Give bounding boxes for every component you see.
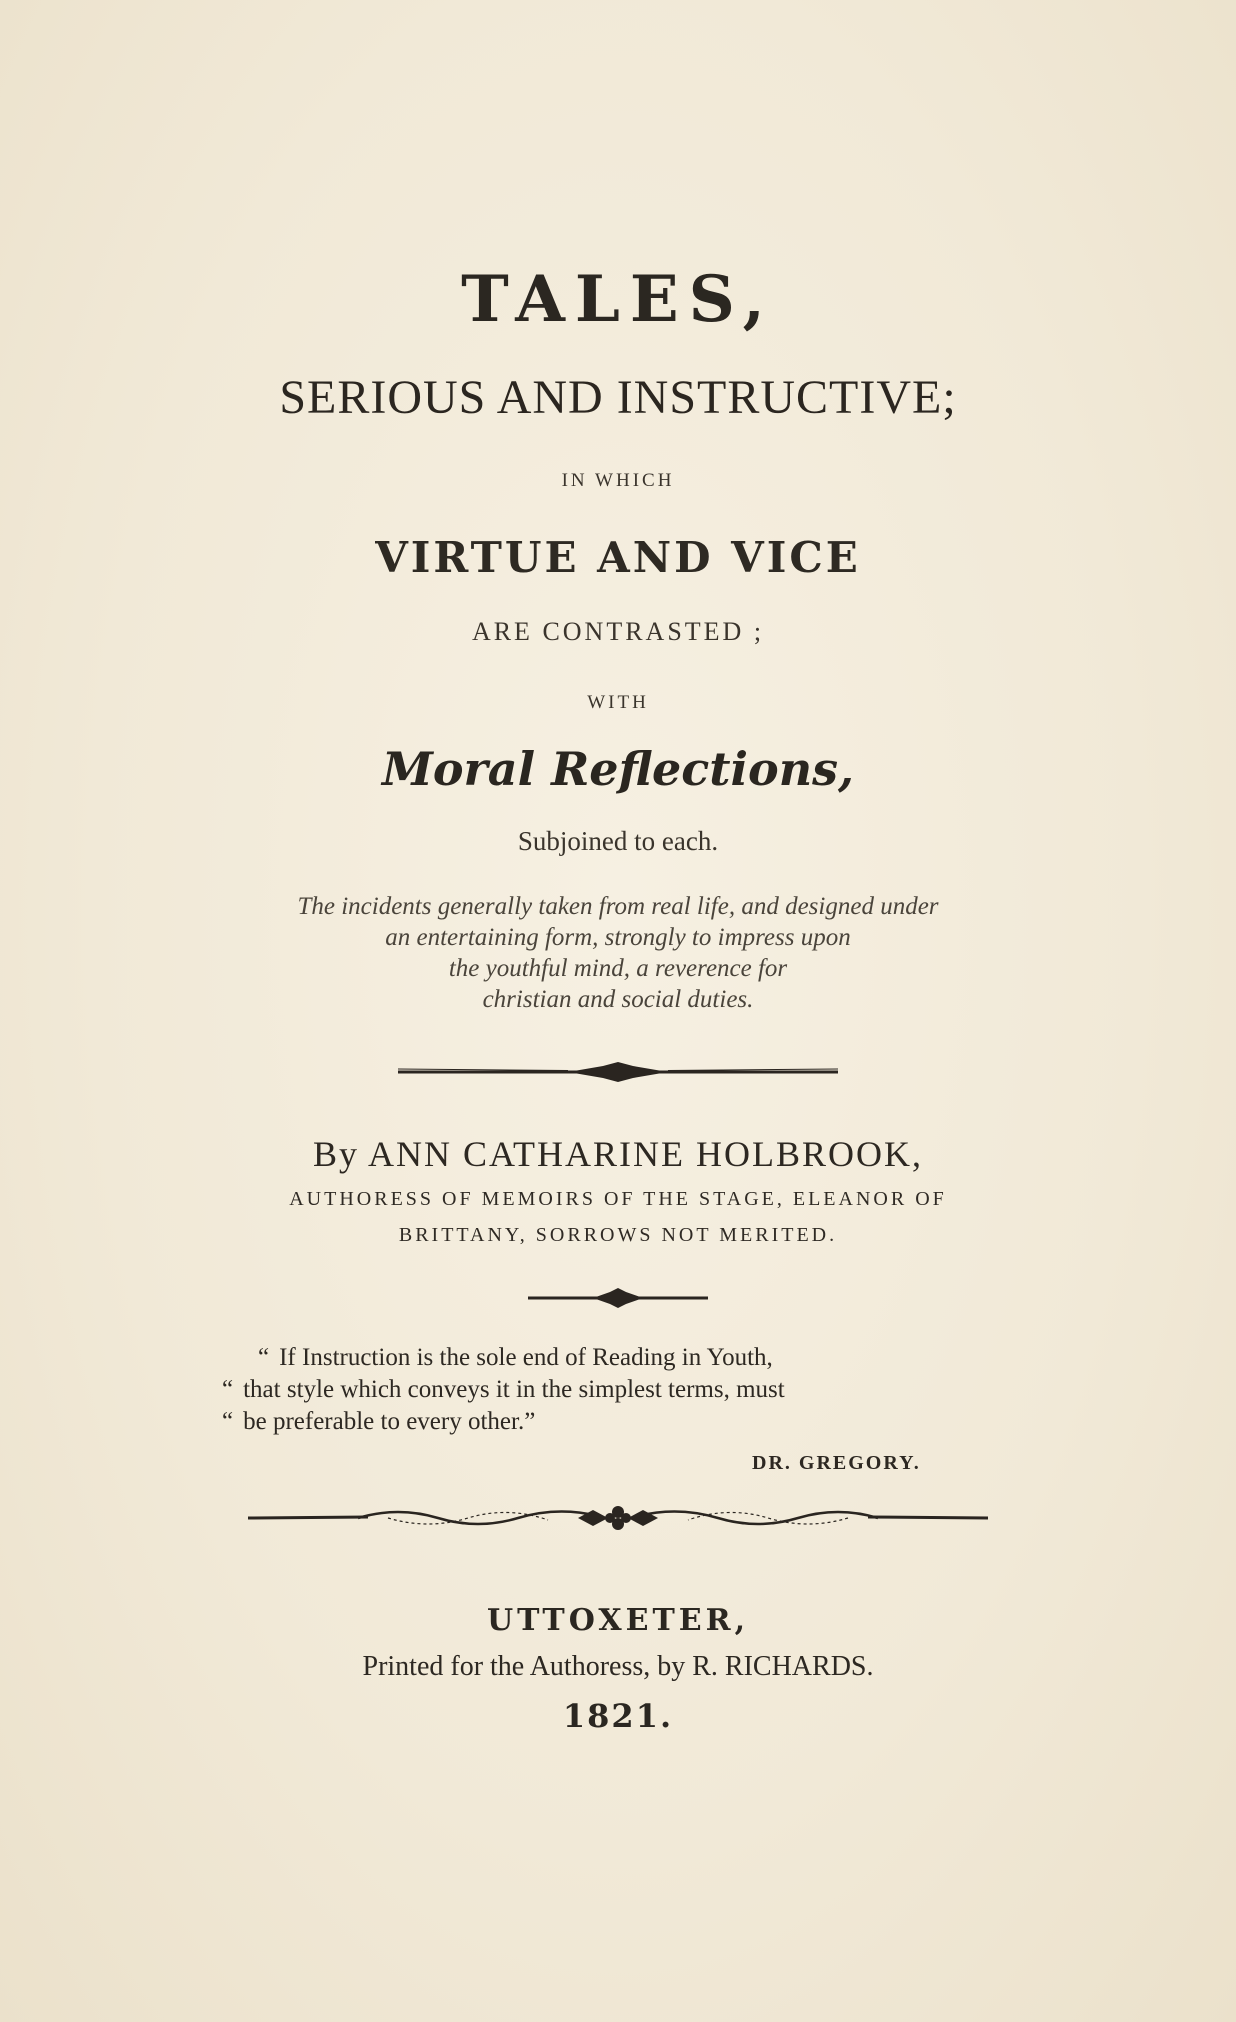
imprint-year: 1821. bbox=[562, 1697, 674, 1735]
authoress-of-line-2: BRITTANY, SORROWS NOT MERITED. bbox=[398, 1224, 838, 1246]
incidents-line-2: an entertaining form, strongly to impress upon bbox=[385, 924, 851, 951]
epigraph-text: that style which conveys it in the simplest terms, must bbox=[243, 1376, 785, 1403]
incidents-line-4: christian and social duties. bbox=[482, 986, 754, 1013]
with-text: WITH bbox=[587, 692, 649, 713]
subjoined-text: Subjoined to each. bbox=[517, 826, 719, 856]
quote-mark: “ bbox=[258, 1344, 270, 1371]
epigraph-text: be preferable to every other.” bbox=[243, 1408, 536, 1435]
epigraph-line-3 bbox=[222, 1408, 1022, 1436]
in-which-text: IN WHICH bbox=[561, 470, 675, 491]
are-contrasted-text: ARE CONTRASTED ; bbox=[471, 617, 765, 646]
quote-mark: “ bbox=[222, 1408, 234, 1435]
author-line: By ANN CATHARINE HOLBROOK, bbox=[312, 1134, 924, 1174]
epigraph-line-1 bbox=[258, 1344, 1058, 1372]
diamond-rule-divider bbox=[0, 1060, 1236, 1084]
quote-mark: “ bbox=[222, 1376, 234, 1403]
moral-reflections-heading: Moral Reflections, bbox=[381, 742, 855, 796]
book-title: TALES, bbox=[461, 262, 775, 337]
epigraph-text: If Instruction is the sole end of Reading in Youth, bbox=[279, 1344, 773, 1371]
epigraph-line-2 bbox=[222, 1376, 1022, 1404]
book-subtitle: SERIOUS AND INSTRUCTIVE; bbox=[279, 371, 957, 424]
short-diamond-rule-divider bbox=[0, 1286, 1236, 1310]
imprint-printer: Printed for the Authoress, by R. RICHARDS. bbox=[362, 1651, 874, 1682]
imprint-place: UTTOXETER, bbox=[486, 1603, 750, 1638]
epigraph-attribution: DR. GREGORY. bbox=[752, 1452, 921, 1474]
ornamental-vine-divider bbox=[0, 1500, 1236, 1536]
incidents-line-1: The incidents generally taken from real life, and designed under bbox=[297, 893, 939, 920]
authoress-of-line-1: AUTHORESS OF MEMOIRS OF THE STAGE, ELEANOR OF bbox=[289, 1188, 947, 1210]
incidents-line-3: the youthful mind, a reverence for bbox=[448, 955, 788, 982]
virtue-and-vice-heading: VIRTUE AND VICE bbox=[375, 533, 861, 582]
